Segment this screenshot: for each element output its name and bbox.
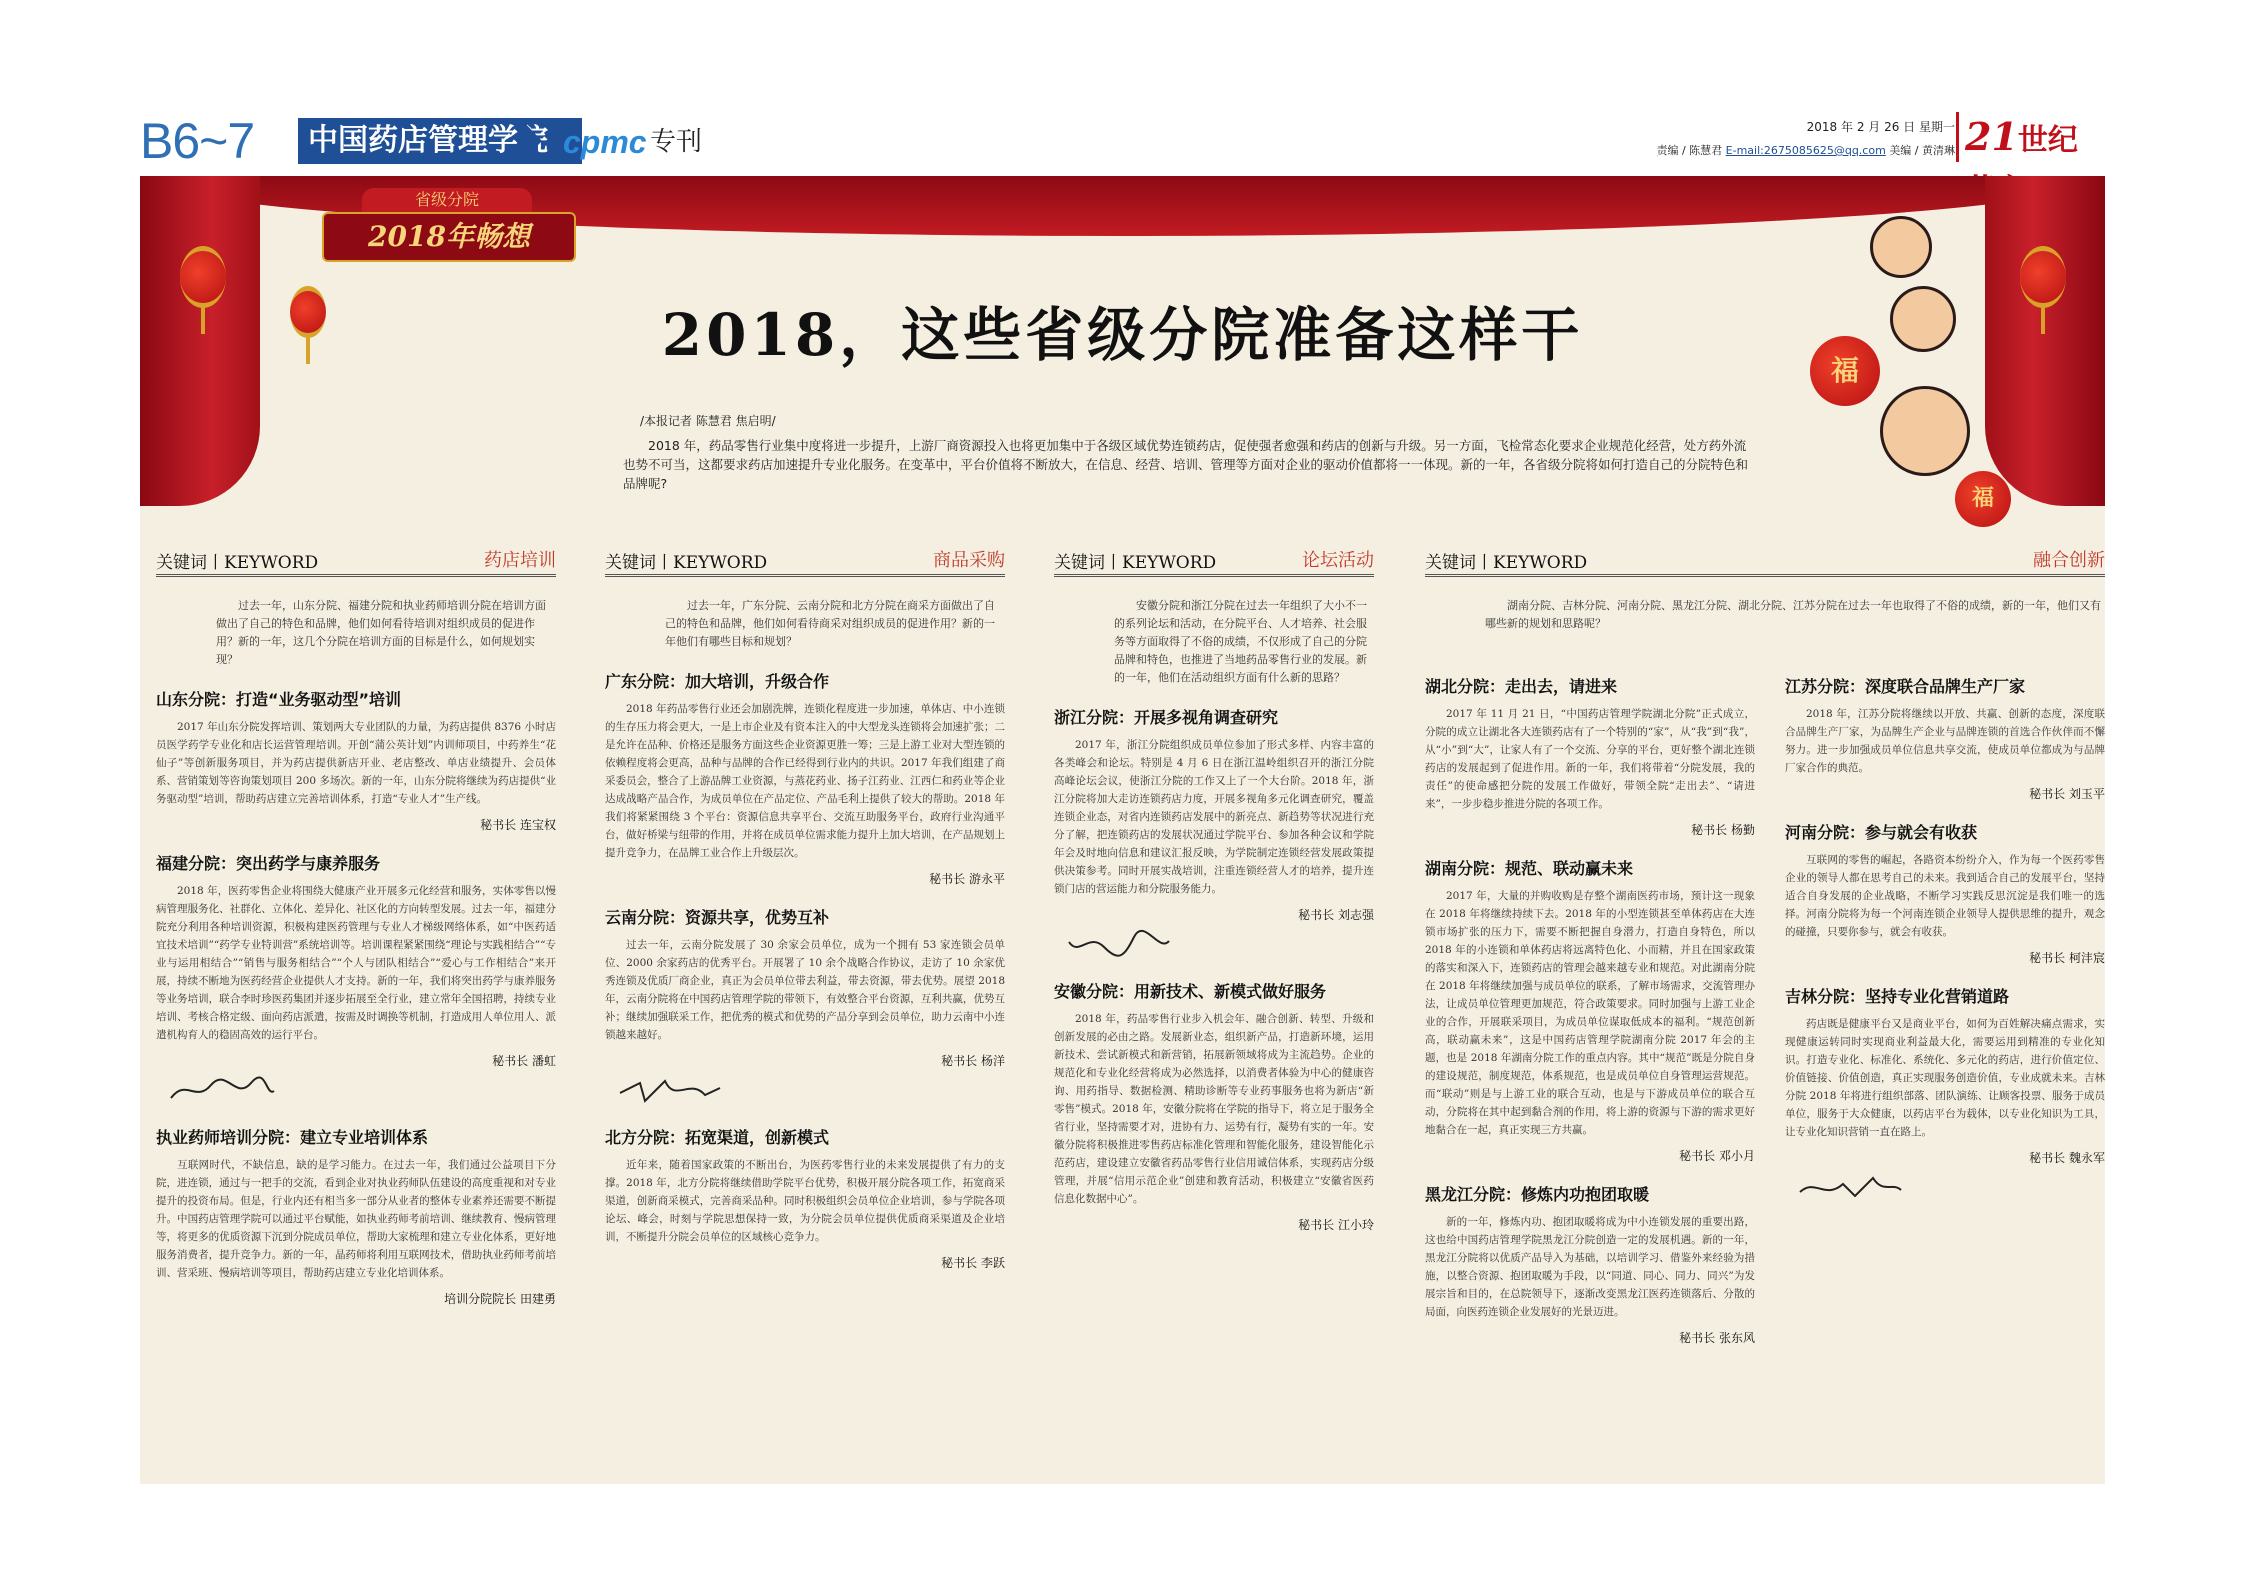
signatory: 秘书长 邓小月 xyxy=(1679,1149,1755,1163)
signatory: 秘书长 魏永军 xyxy=(2029,1151,2105,1165)
signatory: 培训分院院长 田建勇 xyxy=(444,1292,556,1306)
cpmc-logo: cpmc xyxy=(563,124,647,160)
section-body: 互联网时代，不缺信息，缺的是学习能力。在过去一年，我们通过公益项目下分院，进连锁，通过与一把手的交流，看到企业对执业药师队伍建设的高度重视和对专业提升的投资布局。但是，行业内还有相当多一部分从业者的整体专业素养还需要不断提升。中国药店管理学院可以通过平台赋能，如执业药师考前培训、继续教育、慢病管理等，将更多的优质资源下沉到分院成员单位，帮助大家梳理和建立专业化体系，更好地服务消费者，提升竞争力。新的一年，晶药师将利用互联网技术，借助执业药师考前培训、营采班、慢病培训等项目，帮助药店建立专业化培训体系。 xyxy=(156,1159,556,1279)
column-innovation-left xyxy=(1425,656,1755,1346)
section-body: 2018 年，药品零售行业步入机会年、融合创新、转型、升级和创新发展的必由之路。发展新业态，组织新产品，打造新环境，运用新技术、尝试新模式和新营销，拓展新领域将成为主流趋势。企业的规范化和专业化经营将成为必然选择，以消费者体验为中心的健康咨询、用药指导、数据检测、精助诊断等专业药事服务也将为新店“新零售”模式。2018 年，安徽分院将在学院的指导下，将立足于服务全省行业，坚持需要才对，进协有力、运势有行，凝势有实的一年。安徽分院将积极推进零售药店标准化管理和智能化服务，建设智能化示范药店，建设建立安徽省药品零售行业信用诚信体系，实现药店分级管理，并展“信用示范企业”创建和教育活动，积极建立“安徽省医药信息化数据中心”。 xyxy=(1054,1013,1374,1205)
signatory: 秘书长 杨洋 xyxy=(941,1054,1005,1068)
signatory: 秘书长 刘志强 xyxy=(1298,908,1374,922)
section-body: 2017 年，大量的并购收购是存整个湖南医药市场，预计这一现象在 2018 年将继续持续下去。2018 年的小型连锁甚至单体药店在大连锁市场扩张的压力下，需要不断把握自身潜力，打造自身特色，所以 2018 年的小连锁和单体药店将远离特色化、小而精，并且在国家政策的落实和深入下，连锁药店的管理会越来越专业和规范。对此湖南分院在 2018 年将继续加强与成员单位的联系，了解市场需求，交流管理办法，让成员单位管理更加规范，符合政策要求。同时加强与上游工业企业的合作，开展联采项目，为成员单位谋取低成本的福利。“规范创新高，联动赢未来”，这是中国药店管理学院湖南分院 2017 年会的主题，也是 2018 年湖南分院工作的重点内容。其中“规范”既是分院自身的建设规范，制度规范，体系规范，也是成员单位自身管理运营规范。而“联动”则是与上游工业的联合互动，也是与下游成员单位的联合互动，分院将在其中起到黏合剂的作用，将上游的资源与下游的需求更好地黏合在一起，真正实现三方共赢。 xyxy=(1425,890,1755,1136)
section-heading: 安徽分院：用新技术、新模式做好服务 xyxy=(1054,982,1327,1001)
signatory: 秘书长 潘虹 xyxy=(492,1054,556,1068)
handwritten-signature xyxy=(615,1073,1005,1107)
editors-line xyxy=(1656,142,1955,158)
children-illustration xyxy=(1780,216,2020,536)
column-intro: 湖南分院、吉林分院、河南分院、黑龙江分院、湖北分院、江苏分院在过去一年也取得了不俗的成绩，新的一年，他们又有哪些新的规划和思路呢？ xyxy=(1485,599,2101,630)
newspaper-logo xyxy=(1956,112,2105,162)
fortune-bag-icon: 福 xyxy=(1955,471,2011,527)
fortune-lantern-icon: 福 xyxy=(1810,336,1880,406)
keyword-bar xyxy=(1054,546,1374,577)
section-body: 2018 年药品零售行业还会加剧洗牌，连锁化程度进一步加速，单体店、中小连锁的生存压力将会更大，一是上市企业及有资本注入的中大型龙头连锁将会加速扩张；二是允许在品种、价格还是服务方面这些企业资源更胜一筹；三是上游工业对大型连锁的依赖程度将会更高，品种与品牌的合作已经得到行业内的共识。2017 年我们组建了商采委员会，整合了上游品牌工业资源，与蒸花药业、扬子江药业、江西仁和药业等企业达成战略产品合作，为成员单位在产品定位、产品毛利上提供了较大的帮助。2018 年我们将紧紧围绕 3 个平台：资源信息共享平台、交流互助服务平台，政府行业沟通平台，做好桥梁与纽带的作用，并将在成员单位需求能力提升上加大培训，在产品规划上提升竞争力，在品牌工业合作上升级层次。 xyxy=(605,703,1005,859)
page-number: B6~7 xyxy=(140,113,255,169)
section-body: 2018 年，江苏分院将继续以开放、共赢、创新的态度，深度联合品牌生产厂家，为品牌生产企业与品牌连锁的首选合作伙伴而不懈努力。进一步加强成员单位信息共享交流，使成员单位都成为与品牌厂家合作的典范。 xyxy=(1785,708,2105,774)
handwritten-signature xyxy=(1064,927,1374,961)
column-innovation-right xyxy=(1785,656,2105,1210)
section-heading: 北方分院：拓宽渠道，创新模式 xyxy=(605,1128,830,1147)
byline: /本报记者 陈慧君 焦启明/ xyxy=(640,414,776,428)
signatory: 秘书长 江小玲 xyxy=(1298,1218,1374,1232)
section-body: 2017 年，浙江分院组织成员单位参加了形式多样、内容丰富的各类峰会和论坛。特别是 4 月 6 日在浙江温岭组织召开的浙江分院高峰论坛会议，使浙江分院的工作又上了一个大台阶。2018 年，浙江分院将加大走访连锁药店力度，开展多视角多元化调查研究，覆盖连锁企业态，对省内连锁药店发展中的新亮点、新趋势等状况进行充分了解，把连锁药店的发展状况通过学院平台、参加各种会议和学院年会及时地向信息和建议汇报反映，为学院制定连锁经营发展政策提供决策参考。同时开展实战培训，注重连锁经营人才的培养，提升连锁门店的营运能力和分院服务能力。 xyxy=(1054,739,1374,895)
editor-email[interactable]: E-mail:2675085625@qq.com xyxy=(1725,144,1886,157)
lead-paragraph: 2018 年，药品零售行业集中度将进一步提升，上游厂商资源投入也将更加集中于各级区域优势连锁药店，促使强者愈强和药店的创新与升级。另一方面，飞检常态化要求企业规范化经营，处方药外流也势不可当，这都要求药店加速提升专业化服务。在变革中，平台价值将不断放大，在信息、经营、培训、管理等方面对企业的驱动价值都将一一体现。新的一年，各省级分院将如何打造自己的分院特色和品牌呢? xyxy=(623,438,1749,491)
section-heading: 黑龙江分院：修炼内功抱团取暖 xyxy=(1425,1185,1650,1204)
page-header xyxy=(140,112,2105,170)
column-forums xyxy=(1054,546,1374,1233)
child-figure xyxy=(1870,216,1932,278)
keyword-label: 关键词丨KEYWORD xyxy=(1054,553,1217,573)
logo-text: 世纪 xyxy=(2017,123,2078,158)
year-badge xyxy=(322,188,572,268)
special-label: 专刊 xyxy=(650,127,703,157)
section-heading: 湖南分院：规范、联动赢未来 xyxy=(1425,859,1634,878)
section-arrow-icon xyxy=(520,118,542,164)
badge-title: 2018年畅想 xyxy=(322,212,576,262)
signatory: 秘书长 柯沣宸 xyxy=(2029,951,2105,965)
keyword-label: 关键词丨KEYWORD xyxy=(156,553,319,573)
column-intro: 过去一年，广东分院、云南分院和北方分院在商采方面做出了自己的特色和品牌，他们如何看待商采对组织成员的促进作用？新的一年他们有哪些目标和规划？ xyxy=(665,599,995,648)
designer-name: 美编 / 黄清琳 xyxy=(1889,144,1955,157)
column-intro: 安徽分院和浙江分院在过去一年组织了大小不一的系列论坛和活动，在分院平台、人才培养、社会服务等方面取得了不俗的成绩，不仅形成了自己的分院品牌和特色，也推进了当地药品零售行业的发展。新的一年，他们在活动组织方面有什么新的思路？ xyxy=(1114,599,1367,684)
keyword-topic: 药店培训 xyxy=(484,550,556,571)
section-heading: 江苏分院：深度联合品牌生产厂家 xyxy=(1785,677,2026,696)
signatory: 秘书长 杨勤 xyxy=(1691,823,1755,837)
section-heading: 福建分院：突出药学与康养服务 xyxy=(156,854,381,873)
editor-name: 责编 / 陈慧君 xyxy=(1656,144,1723,157)
section-heading: 执业药师培训分院：建立专业培训体系 xyxy=(156,1128,429,1147)
handwritten-signature xyxy=(1795,1170,2105,1204)
article-page xyxy=(140,176,2105,1484)
section-heading: 山东分院：打造“业务驱动型”培训 xyxy=(156,690,402,709)
keyword-topic: 商品采购 xyxy=(933,550,1005,571)
keyword-topic: 论坛活动 xyxy=(1302,550,1374,571)
handwritten-signature xyxy=(166,1073,556,1107)
column-intro: 过去一年，山东分院、福建分院和执业药师培训分院在培训方面做出了自己的特色和品牌，他们如何看待培训对组织成员的促进作用？新的一年，这几个分院在培训方面的目标是什么，如何规划实现？ xyxy=(216,599,546,666)
section-body: 2017 年山东分院发挥培训、策划两大专业团队的力量，为药店提供 8376 小时店员医学药学专业化和店长运营管理培训。开创“蒲公英计划”内训师项目，中药养生“花仙子”等创新服务项目，并为药店提供新店开业、老店整改、单店业绩提升、会员体系、营销策划等咨询策划项目 200 多场次。新的一年，山东分院将继续为药店提供“业务驱动型”培训，帮助药店建立完善培训体系，打造“专业人才”生产线。 xyxy=(156,721,556,805)
section-body: 2018 年，医药零售企业将围绕大健康产业开展多元化经营和服务，实体零售以慢病管理服务化、社群化、立体化、差异化、社区化的方向转型发展。过去一年，福建分院充分利用各种培训资源，积极构建医药管理与专业人才梯级网络体系，如“中医药适宜技术培训”“药学专业特训营”系统培训等。培训课程紧紧围绕“理论与实践相结合”“专业与运用相结合”“销售与服务相结合”“个人与团队相结合”“爱心与工作相结合”来开展，持续不断地为医药经营企业提供人才支持。新的一年，我们将突出药学与康养服务等业务培训，联合李时珍医药集团并逐步拓展至全行业，建立常年全国招聘，持续专业培训、考核合格定级、面向药店派遣，按需及时调换等机制，打造成用人单位用人、派遣机构育人的稳固高效的运行平台。 xyxy=(156,885,556,1041)
section-body: 过去一年，云南分院发展了 30 余家会员单位，成为一个拥有 53 家连锁会员单位、2000 余家药店的优秀平台。开展署了 10 余个战略合作协议，走访了 10 余家优秀连锁及优质厂商企业，真正为会员单位带去利益，带去资源，带去优势。展望 2018 年，云南分院将在中国药店管理学院的带领下，有效整合平台资源，互利共赢，优势互补；继续加强联采工作，把优秀的模式和优势的产品分享到会员单位，助力云南中小连锁越来越好。 xyxy=(605,939,1005,1041)
issue-date: 2018 年 2 月 26 日 星期一 xyxy=(1806,120,1955,134)
child-figure xyxy=(1880,386,1970,476)
section-title: 中国药店管理学院 xyxy=(298,118,582,164)
section-heading: 湖北分院：走出去，请进来 xyxy=(1425,677,1618,696)
signatory: 秘书长 游永平 xyxy=(929,872,1005,886)
keyword-label: 关键词丨KEYWORD xyxy=(605,553,768,573)
signatory: 秘书长 连宝权 xyxy=(480,818,556,832)
section-body: 药店既是健康平台又是商业平台，如何为百姓解决痛点需求，实现健康运转同时实现商业利益最大化，需要运用到精准的专业化知识。打造专业化、标准化、系统化、多元化的药店，进行价值定位、价值链接、价值创造，真正实现服务创造价值，专业成就未来。吉林分院 2018 年将进行组织部落、团队演练、让顾客投票、服务于成员单位，服务于大众健康，以药店平台为载体，以专业化知识为工具，让专业化知识营销一直在路上。 xyxy=(1785,1018,2105,1138)
section-body: 近年来，随着国家政策的不断出台，为医药零售行业的未来发展提供了有力的支撑。2018 年，北方分院将继续借助学院平台优势，积极开展分院各项工作，拓宽商采渠道，创新商采模式，完善商采品种。同时积极组织会员单位企业培训，参与学院各项论坛、峰会，时刻与学院思想保持一致，为分院会员单位提供优质商采渠道及企业培训，不断提升分院会员单位的区域核心竞争力。 xyxy=(605,1159,1005,1243)
section-heading: 广东分院：加大培训，升级合作 xyxy=(605,672,830,691)
section-heading: 云南分院：资源共享，优势互补 xyxy=(605,908,830,927)
keyword-bar xyxy=(156,546,556,577)
badge-subtitle: 省级分院 xyxy=(362,188,532,212)
keyword-topic: 融合创新 xyxy=(2033,550,2105,571)
section-body: 2017 年 11 月 21 日，“中国药店管理学院湖北分院”正式成立，分院的成立让湖北各大连锁药店有了一个特别的“家”，从“我”到“我”，从“小”到“大”，让家人有了一个交流、分享的平台，更好整个湖北连锁药店的发展起到了促进作用。新的一年，我们将带着“分院发展，我的责任”的使命感把分院的发展工作做好，带领全院“走出去”、“请进来”，一步步稳步推进分院的各项工作。 xyxy=(1425,708,1755,810)
logo-number: 21 xyxy=(1965,114,2018,159)
column-innovation xyxy=(1425,546,2105,633)
signatory: 秘书长 张东风 xyxy=(1679,1331,1755,1345)
keyword-bar xyxy=(605,546,1005,577)
signatory: 秘书长 刘玉平 xyxy=(2029,787,2105,801)
column-training xyxy=(156,546,556,1307)
signatory: 秘书长 李跃 xyxy=(941,1256,1005,1270)
section-heading: 浙江分院：开展多视角调查研究 xyxy=(1054,708,1279,727)
section-body: 新的一年，修炼内功、抱团取暖将成为中小连锁发展的重要出路，这也给中国药店管理学院黑龙江分院创造一定的发展机遇。新的一年，黑龙江分院将以优质产品导入为基础，以培训学习、借鉴外来经验为措施，以整合资源、抱团取暖为手段，以“同道、同心、同力、同兴”为发展宗旨和目的，在总院领导下，逐渐改变黑龙江医药连锁落后、分散的局面，向医药连锁企业发展好的光景迈进。 xyxy=(1425,1216,1755,1318)
section-body: 互联网的零售的崛起，各路资本纷纷介入，作为每一个医药零售企业的领导人都在思考自己的未来。我到适合自己的发展平台，坚持适合自身发展的企业战略，不断学习实践反思沉淀是我们唯一的选择。河南分院将为每一个河南连锁企业领导人提供思维的提升，观念的碰撞，只要你参与，就会有收获。 xyxy=(1785,854,2105,938)
keyword-bar xyxy=(1425,546,2105,577)
section-heading: 吉林分院：坚持专业化营销道路 xyxy=(1785,987,2010,1006)
section-heading: 河南分院：参与就会有收获 xyxy=(1785,823,1978,842)
keyword-label: 关键词丨KEYWORD xyxy=(1425,553,1588,573)
headline: 2018，这些省级分院准备这样干 xyxy=(661,301,1584,369)
column-procurement xyxy=(605,546,1005,1271)
